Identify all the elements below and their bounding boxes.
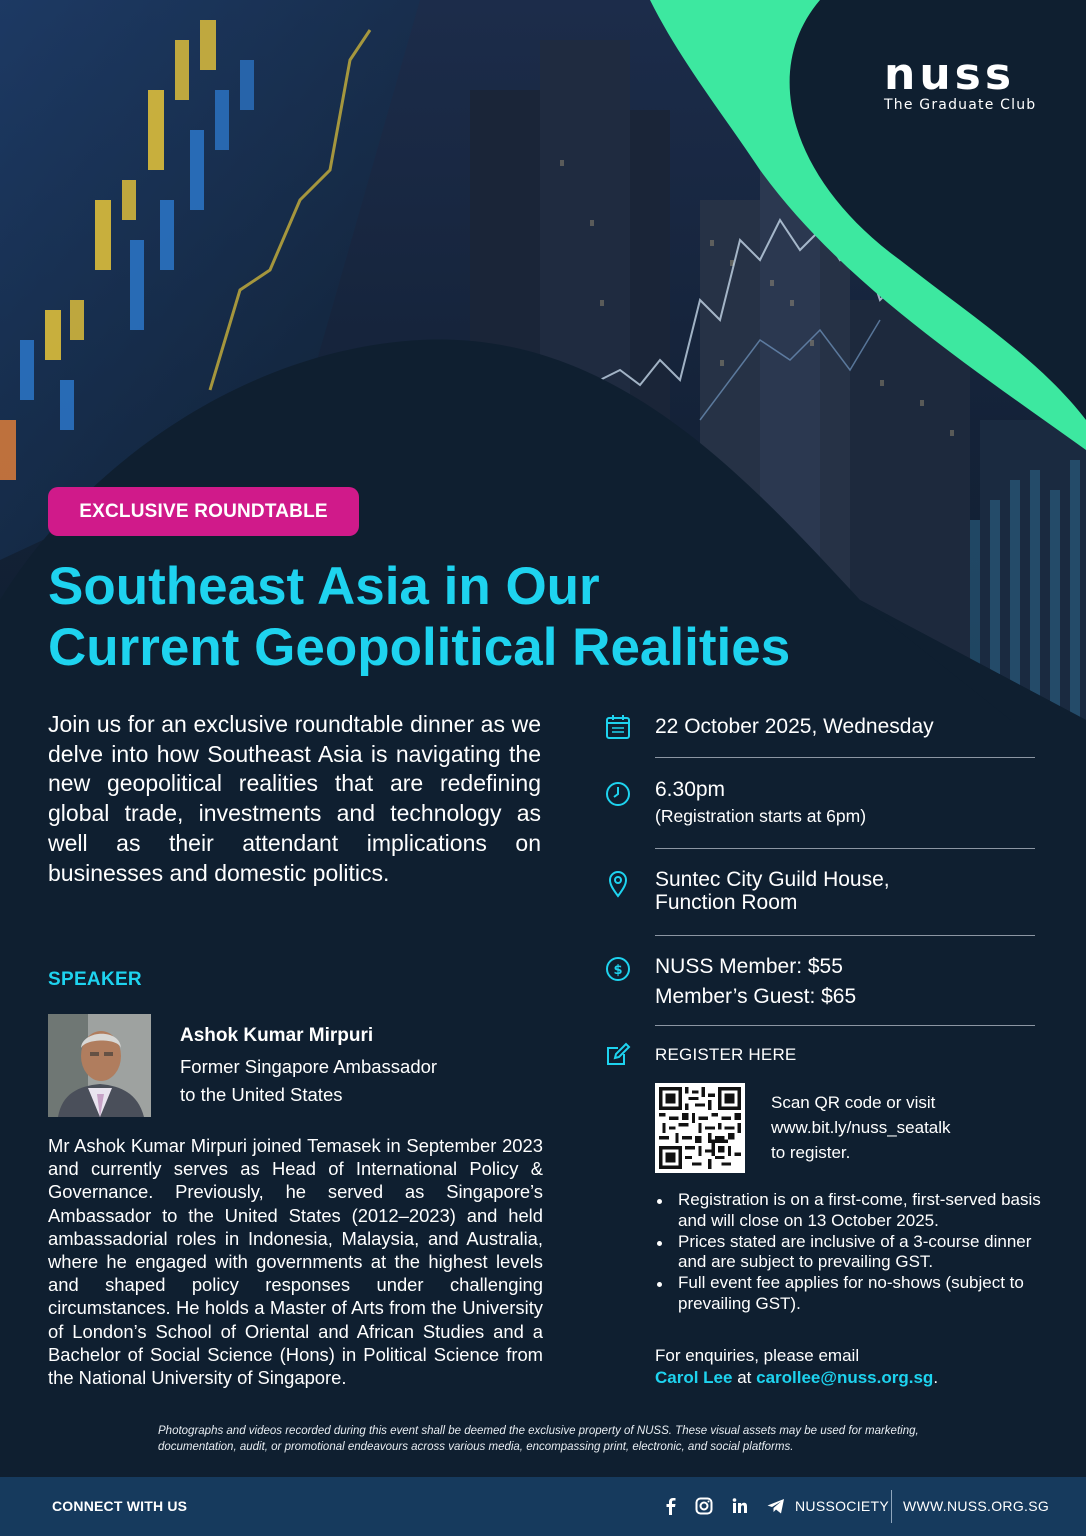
nuss-logo (884, 49, 1044, 113)
clock-icon (604, 780, 632, 808)
divider (655, 935, 1035, 936)
event-date: 22 October 2025, Wednesday (655, 715, 934, 738)
speaker-role (180, 1053, 500, 1109)
registration-start-note: (Registration starts at 6pm) (655, 806, 867, 826)
divider (655, 757, 1035, 758)
qr-instructions (771, 1090, 951, 1165)
note-item: Prices stated are inclusive of a 3-course dinner and are subject to prevailing GST. (655, 1232, 1045, 1274)
guest-fee: Member’s Guest: $65 (655, 985, 857, 1008)
logo-subtitle: The Graduate Club (884, 97, 1037, 113)
register-label: REGISTER HERE (655, 1045, 797, 1064)
speaker-role-line-1: Former Singapore Ambassador (180, 1056, 438, 1077)
location-pin-icon (604, 870, 632, 898)
registration-link[interactable]: www.bit.ly/nuss_seatalk (771, 1118, 951, 1137)
event-type-badge: EXCLUSIVE ROUNDTABLE (48, 487, 359, 536)
enquiry-contact (655, 1367, 938, 1389)
venue-line-1: Suntec City Guild House, (655, 868, 890, 891)
member-fee: NUSS Member: $55 (655, 955, 843, 978)
event-date-row (600, 713, 1036, 743)
enquiry-line: For enquiries, please email (655, 1346, 860, 1365)
qr-instruction-line-3: to register. (771, 1143, 851, 1162)
speaker-photo (48, 1014, 151, 1117)
linkedin-icon[interactable] (729, 1495, 751, 1517)
social-handle[interactable]: NUSSOCIETY (795, 1498, 890, 1514)
event-title-line-1: Southeast Asia in Our (48, 557, 600, 616)
speaker-role-line-2: to the United States (180, 1084, 343, 1105)
calendar-icon (604, 713, 632, 741)
contact-email-link[interactable]: carollee@nuss.org.sg (756, 1368, 934, 1387)
footer-divider (891, 1490, 892, 1523)
event-description: Join us for an exclusive roundtable dinner as we delve into how Southeast Asia is navigating the new geopolitical realities that are redefining global trade, investments and technology as well as their attendant implications on businesses and domestic politics. (48, 711, 541, 886)
registration-qr-code[interactable] (655, 1083, 745, 1173)
contact-name: Carol Lee (655, 1368, 733, 1387)
svg-text:$: $ (613, 963, 623, 978)
speaker-bio: Mr Ashok Kumar Mirpuri joined Temasek in September 2023 and currently serves as Head of International Policy & Governance. Previously, he served as Singapore’s Ambassador to the United States (2012–2023) and held ambassadorial roles in Indonesia, Malaysia, and Australia, where he engaged with governments at the highest levels and shaped policy responses under challenging circumstances. He holds a Master of Arts from the University of London’s School of Oriental and African Studies and a Bachelor of Social Science (Hons) in Political Science from the National University of Singapore. (48, 1135, 543, 1389)
enquiry-end: . (933, 1368, 939, 1387)
note-item: Registration is on a first-come, first-served basis and will close on 13 October 2025. (655, 1190, 1045, 1232)
enquiry-info (655, 1345, 938, 1389)
event-time-row (600, 777, 1036, 833)
media-disclaimer: Photographs and videos recorded during this event shall be deemed the exclusive property of NUSS. These visual assets may be used for marketing, documentation, audit, or promotional endeavours across various media, encompassing print, electronic, and social platforms. (158, 1425, 919, 1453)
logo-wordmark: nuss (884, 49, 1016, 100)
connect-label: CONNECT WITH US (52, 1498, 188, 1514)
note-item: Full event fee applies for no-shows (subject to prevailing GST). (655, 1273, 1045, 1315)
event-title-line-2: Current Geopolitical Realities (48, 618, 791, 677)
divider (655, 1025, 1035, 1026)
speaker-name: Ashok Kumar Mirpuri (180, 1025, 374, 1046)
divider (655, 848, 1035, 849)
speaker-heading: SPEAKER (48, 969, 142, 990)
qr-instruction-line-1: Scan QR code or visit (771, 1093, 936, 1112)
event-time: 6.30pm (655, 778, 726, 801)
register-row (600, 1040, 1036, 1070)
dollar-icon (604, 955, 632, 983)
instagram-icon[interactable] (693, 1495, 715, 1517)
enquiry-at: at (732, 1368, 757, 1387)
event-title (48, 556, 948, 678)
venue-line-2: Function Room (655, 891, 798, 914)
edit-icon (604, 1040, 632, 1068)
event-fees-row (600, 952, 1036, 1012)
event-venue-row (600, 868, 1036, 920)
registration-notes (655, 1190, 1045, 1315)
website-link[interactable]: WWW.NUSS.ORG.SG (903, 1498, 1050, 1514)
footer (0, 1477, 1086, 1536)
facebook-icon[interactable] (660, 1495, 682, 1517)
telegram-icon[interactable] (765, 1495, 787, 1517)
